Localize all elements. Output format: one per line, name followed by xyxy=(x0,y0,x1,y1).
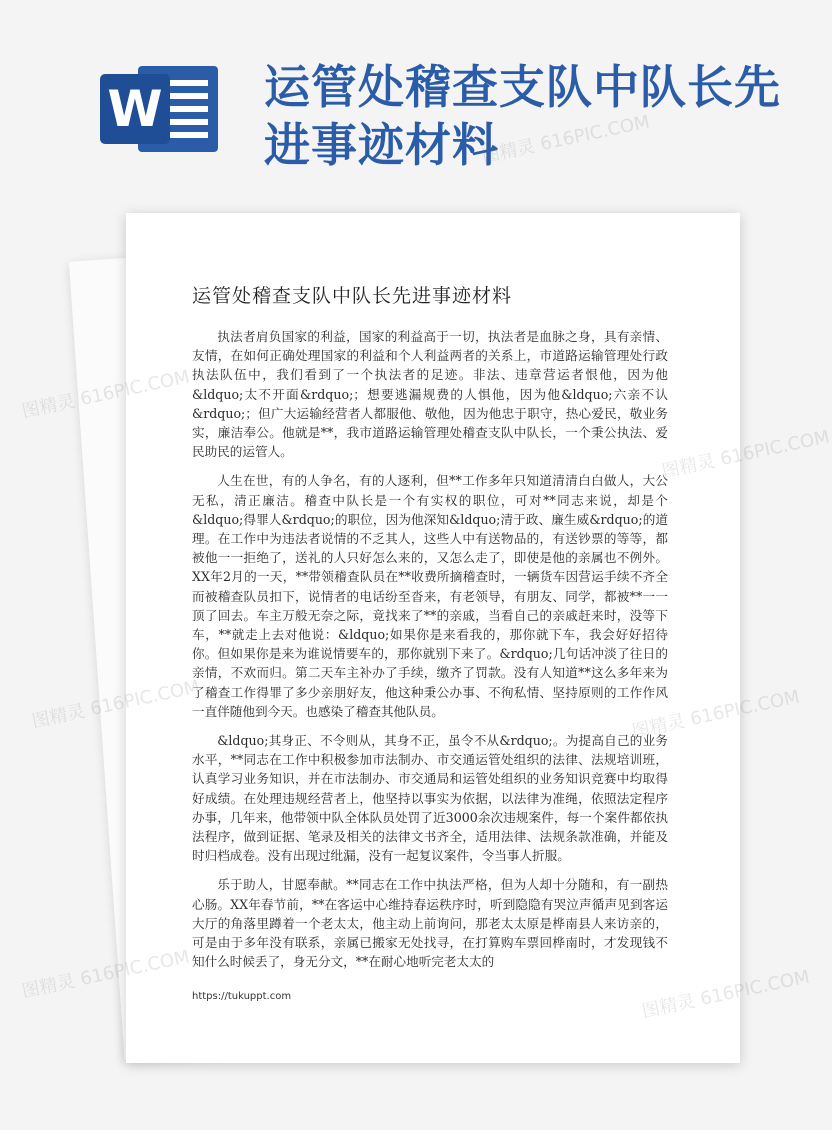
header xyxy=(0,0,800,200)
footer-url: https://tukuppt.com xyxy=(192,991,292,1002)
document-body xyxy=(192,327,668,982)
watermark: 图精灵 616PIC.COM xyxy=(19,946,192,1003)
watermark: 616PIC.COM xyxy=(688,686,802,731)
watermark: 图精灵 616PIC.COM xyxy=(659,426,832,483)
page-title: 运管处稽查支队中队长先进事迹材料 xyxy=(264,60,781,172)
word-document-icon xyxy=(100,66,218,152)
paragraph: 执法者肩负国家的利益，国家的利益高于一切，执法者是血脉之身，具有亲情、友情，在如何正确处理国家的利益和个人利益两者的关系上，市道路运输管理处行政执法队伍中，我们看到了一个执法者的足迹。非法、违章营运者恨他，因为他&ldquo;太不开面&rdquo;；想要逃漏规费的人惧他，因为他&ldquo;六亲不认&rdquo;；但广大运输经营者人都服他、敬他，因为他忠于职守，热心爱民，敬业务实，廉洁奉公。他就是**，我市道路运输管理处稽查支队中队长，一个秉公执法、爱民助民的运管人。 xyxy=(192,329,668,460)
document-page xyxy=(126,213,740,1063)
paragraph: 人生在世，有的人争名，有的人逐利，但**工作多年只知道清清白白做人，大公无私，清正廉洁。稽查中队长是一个有实权的职位，可对**同志来说，却是个&ldquo;得罪人&rdquo;的职位，因为他深知&ldquo;清于政、廉生威&rdquo;的道理。在工作中为违法者说情的不乏其人，这些人中有送物品的，有送钞票的等等，都被他一一拒绝了，送礼的人只好怎么来的，又怎么走了，即使是他的亲属也不例外。XX年2月的一天，**带领稽查队员在**收费所摘稽查时，一辆货车因营运手续不齐全而被稽查队员扣下，说情者的电话纷至沓来，有老领导，有朋友、同学，都被**一一顶了回去。车主万般无奈之际，竟找来了**的亲戚，当看自己的亲戚赶来时，没等下车，**就走上去对他说：&ldquo;如果你是来看我的，那你就下车，我会好好招待你。但如果你是来为谁说情要车的，那你就别下来了。&rdquo;几句话冲淡了往日的亲情，不欢而归。第二天车主补办了手续，缴齐了罚款。没有人知道**这么多年来为了稽查工作得罪了多少亲朋好友，他这种秉公办事、不徇私情、坚持原则的工作作风一直伴随他到今天。也感染了稽查其他队员。 xyxy=(192,473,668,719)
document-title: 运管处稽查支队中队长先进事迹材料 xyxy=(192,285,513,307)
word-logo-badge: W xyxy=(100,74,170,144)
paragraph: &ldquo;其身正、不令则从，其身不正，虽令不从&rdquo;。为提高自己的业务水平，**同志在工作中积极参加市法制办、市交通运管处组织的法律、法规培训班，认真学习业务知识，并在市法制办、市交通局和运管处组织的业务知识竞赛中均取得好成绩。在处理违规经营者上，他坚持以事实为依据，以法律为准绳，依照法定程序办事，几年来，他带领中队全体队员处罚了近3000余次违规案件，每一个案件都依执法程序，做到证据、笔录及相关的法律文书齐全，适用法律、法规条款准确，并能及时归档成卷。没有出现过纰漏，没有一起复议案件，令当事人折服。 xyxy=(192,733,668,864)
watermark: 图精灵 616PIC.COM xyxy=(479,111,652,168)
watermark: 图精灵 xyxy=(29,700,88,733)
watermark: 616PIC.COM xyxy=(698,966,812,1011)
paragraph: 乐于助人，甘愿奉献。**同志在工作中执法严格，但为人却十分随和，有一副热心肠。XX年春节前，**在客运中心维持春运秩序时，听到隐隐有哭泣声循声见到客运大厅的角落里蹲着一个老太太，他主动上前询问，那老太太原是桦南县人来访亲的，可是由于多年没有联系，亲属已搬家无处找寻，在打算购车票回桦南时，才发现钱不知什么时候丢了，身无分文，**在耐心地听完老太太的 xyxy=(192,877,668,970)
watermark: 图精灵 xyxy=(19,390,78,423)
